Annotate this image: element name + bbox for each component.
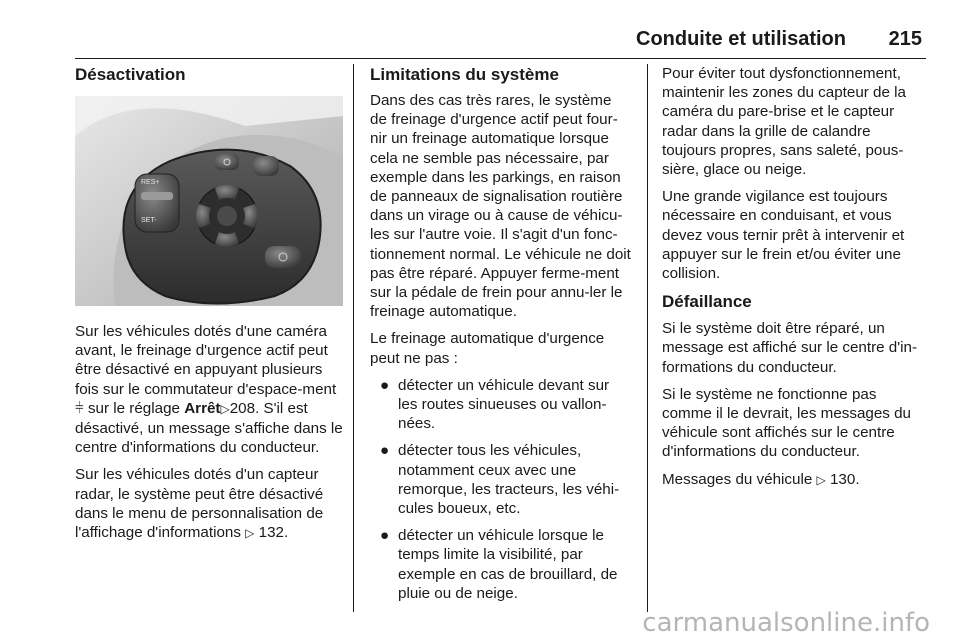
column-3 bbox=[662, 64, 928, 498]
ref-triangle-icon: ▷ bbox=[245, 526, 255, 541]
column-1 bbox=[75, 64, 343, 551]
paragraph-text: Sur les véhicules dotés d'un capteur radar, le système peut être désactivé dans le menu de personnalisation de l'affichage d'informations bbox=[75, 466, 324, 542]
list-item: ● détecter un véhicule devant sur les routes sinueuses ou vallon-nées. bbox=[380, 376, 610, 433]
set-label: SET- bbox=[141, 217, 157, 224]
paragraph: Pour éviter tout dysfonctionnement, maintenir les zones du capteur de la caméra du pare-brise et le capteur radar dans la grille de calandre toujours propres, sans saleté, pous-sière, glace ou neige. bbox=[662, 65, 906, 179]
section-heading: Limitations du système bbox=[370, 65, 559, 84]
paragraph-text: . S'il est désactivé, un message s'affiche dans le centre d'informations du conducteur. bbox=[75, 399, 343, 457]
page-reference[interactable]: 132 bbox=[258, 524, 284, 542]
page-number: 215 bbox=[888, 28, 922, 50]
paragraph-text: Sur les véhicules dotés d'une caméra avant, le freinage d'urgence actif peut être désactivé en appuyant plusieurs fois sur le commutateur d'espace-ment bbox=[75, 323, 337, 398]
column-2 bbox=[370, 64, 632, 611]
bullet-icon: ● bbox=[380, 442, 390, 460]
paragraph-text: Messages du véhicule bbox=[662, 470, 817, 488]
bullet-list bbox=[370, 376, 632, 603]
ref-triangle-icon: ▷ bbox=[816, 472, 826, 487]
steering-wheel-figure bbox=[75, 96, 343, 306]
chapter-title: Conduite et utilisation bbox=[636, 28, 846, 50]
page-reference[interactable]: 208 bbox=[229, 399, 256, 417]
paragraph: Si le système doit être réparé, un message est affiché sur le centre d'in-formations du conducteur. bbox=[662, 320, 918, 376]
list-item: ● détecter un véhicule lorsque le temps limite la visibilité, par exemple en cas de brouillard, de pluie ou de neige. bbox=[380, 527, 618, 602]
list-item: ● détecter tous les véhicules, notamment ceux avec une remorque, les tracteurs, les véhi-cules boueux, etc. bbox=[380, 442, 620, 518]
gap-switch-icon: ⫩ bbox=[75, 399, 84, 417]
column-divider bbox=[353, 64, 354, 612]
ref-triangle-icon: ▷ bbox=[220, 401, 230, 416]
bullet-icon: ● bbox=[380, 527, 390, 545]
res-label: RES+ bbox=[141, 179, 160, 186]
section-heading: Défaillance bbox=[662, 292, 752, 312]
paragraph: Si le système ne fonctionne pas comme il le devrait, les messages du véhicule sont affichés sur le centre d'informations du conducteur. bbox=[662, 385, 912, 461]
section-heading: Désactivation bbox=[75, 65, 186, 84]
column-divider bbox=[647, 64, 648, 612]
paragraph-text: sur le réglage bbox=[83, 399, 185, 417]
paragraph: Le freinage automatique d'urgence peut ne pas : bbox=[370, 330, 605, 367]
page-header bbox=[75, 28, 926, 59]
paragraph: Dans des cas très rares, le système de freinage d'urgence actif peut four-nir un freinage automatique lorsque cela ne semble pas nécessaire, par exemple dans les parkings, en raison de panneaux de signalisation routière dans un virage ou à cause de véhicu-les sur l'autre voie. Il s'agit d'un fonc-tionnement normal. Le véhicule ne doit pas être réparé. Appuyer ferme-ment sur la pédale de frein pour annu-ler le freinage automatique. bbox=[370, 92, 631, 321]
page-reference[interactable]: 130 bbox=[829, 470, 856, 488]
paragraph-text: . bbox=[855, 470, 860, 488]
bullet-icon: ● bbox=[380, 376, 390, 394]
watermark: carmanualsonline.info bbox=[642, 608, 930, 638]
paragraph: Une grande vigilance est toujours nécessaire en conduisant, et vous devez vous ternir prêt à intervenir et appuyer sur le frein et/ou éviter une collision. bbox=[662, 188, 905, 283]
paragraph-text: . bbox=[283, 524, 289, 542]
setting-name: Arrêt bbox=[184, 399, 221, 417]
